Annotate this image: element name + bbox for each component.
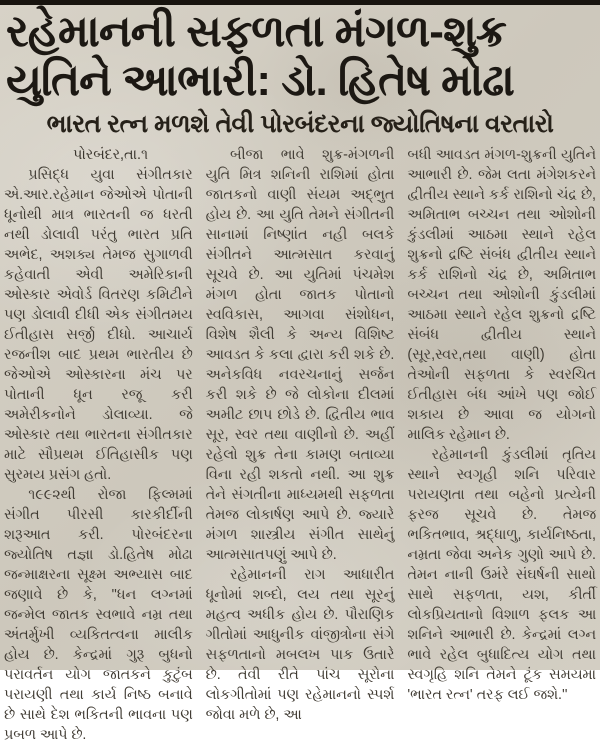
paragraph-continuation: બધી આવડત મંગળ-શુક્રની યુતિને આભારી છે. જેમ લતા મંગેશકરને દ્વીતીય સ્થાને કર્ક રાશિનો ચંદ્ર છે, અમિતાભ બચ્ચન તથા ઓશોની કુંડલીમાં આઠમા સ્થાને રહેલ શુક્રનો દ્રષ્ટિ સંબંધ દ્વીતીય સ્થાને કર્ક રાશિનો ચંદ્ર છે, અમિતાભ બચ્ચન તથા ઓશોની કુંડલીમાં આઠમા સ્થાને રહેલ શુક્રનો દ્રષ્ટિ સંબંધ દ્વીતીય સ્થાને (સૂર,સ્વર,તથા વાણી) હોતા તેઓની સફળતા કે સ્વરચિત ઈતીહાસ બંધ આંખે પણ જોઈ શકાય છે આવા જ યોગનો માલિક રહેમાન છે.	[407, 147, 597, 444]
paragraph: રહેમાનની રાગ આધારીત ધૂનોમાં શબ્દો, લય તથા સૂરનું મહત્વ અધીક હોય છે. પૌરાણિક ગીતોમાં આધુનીક વાંજીત્રોના સંગે સફળતાનો મબલખ પાક ઉતારે છે. તેવી રીતે પાંચ સૂરોના લોકગીતોમાં પણ રહેમાનનો સ્પર્શ જોવા મળે છે, આ	[205, 567, 395, 724]
dateline: પોરબંદર,તા.૧	[72, 147, 148, 164]
paragraph: ૧૯૯૨થી રોજા ફિલ્મમાં સંગીત પીરસી કારકીર્દીની શરૂઆત કરી. પોરબંદરના જ્યોતિષ તજ્ઞા ડો.હિતેષ મોઢા જન્માક્ષરના સૂક્ષ્મ અભ્યાસ બાદ જણાવે છે કે, ''ધન લગ્નમાં જન્મેલ જાતક સ્વભાવે નમ્ર તથા અંતર્મુખી વ્યકિતત્વના માલીક હોય છે. કેન્દ્રમાં ગુરૂ બુધનો પરાવર્તન યોગ જાતકને કુટુંબ પરાયણી તથા કાર્ય નિષ્ઠ બનાવે છે સાથે દેશ ભકિતની ભાવના પણ પ્રબળ આપે છે.	[4, 487, 193, 744]
paragraph: બીજા ભાવે શુક્ર-મંગળની યુતિ મિત્ર શનિની રાશિમાં હોતા જાતકનો વાણી સંયમ અદ્ભુત હોય છે. આ યુતિ તેમને સંગીતની સાનામાં નિષ્ણાંત નહી બલકે સંગીતને આત્મસાત કરવાનું સૂચવે છે. આ યુતિમાં પંચમેશ મંગળ હોતા જાતક પોતાનો સ્વવિકાસ, આગવા સંશોધન, વિશેષ શૈલી કે અન્ય વિશિષ્ટ આવડત કે કલા દ્વારા કરી શકે છે. અનેકવિધ નવરચનાનું સર્જન કરી શકે છે જે લોકોના દીલમાં અમીટ છાપ છોડે છે. દ્વિતીય ભાવ સૂર, સ્વર તથા વાણીનો છે. અહીં રહેલો શુક્ર તેના કામણ બતાવ્યા વિના રહી શકતો નથી. આ શુક્ર તેને સંગતીના માધ્યમથી સફળતા તેમજ લોકાર્ષણ આપે છે. જ્યારે મંગળ શાસ્ત્રીય સંગીત સાથેનું આત્મસાતપણું આપે છે.	[205, 147, 395, 564]
paragraph: પ્રસિદ્ધ યુવા સંગીતકાર એ.આર.રહેમાન જેઓએ પોતાની ધૂનોથી માત્ર ભારતની જ ધરતી નથી ડોલાવી પરંતુ ભારત પ્રતિ અભેદ, અશક્ય તેમજ સુગાળવી કહેવાતી એવી અમેરિકાની ઓસ્કાર એવોર્ડ વિતરણ કમિટીને પણ ડોલાવી દીધી એક સંગીતમય ઈતીહાસ સર્જી દીધો. આચાર્ય રજનીશ બાદ પ્રથમ ભારતીય છે જેઓએ ઓસ્કારના મંચ પર પોતાની ધૂન રજૂ કરી અમેરીકનોને ડોલાવ્યા. જે ઓસ્કાર તથા ભારતના સંગીતકાર માટે સૌપ્રથમ ઈતિહાસીક પણ સુરમય પ્રસંગ હતો.	[4, 167, 193, 484]
subheadline: ભારત રત્ન મળશે તેવી પોરબંદરના જ્યોતિષના વરતારો	[46, 109, 554, 138]
article-header	[0, 0, 600, 138]
masthead-rule	[0, 0, 600, 5]
paragraph: રહેમાનની કુંડલીમાં તૃતિય સ્થાને સ્વગૃહી શનિ પરિવાર પરાયણતા તથા બહેનો પ્રત્યેની ફરજ સૂચવે છે. તેમજ ભકિતભાવ, શ્રદ્ધાળુ, કાર્યનિષ્ઠતા, નમ્રતા જેવા અનેક ગુણો આપે છે. તેમન નાની ઉમંરે સંઘર્ષની સાથો સાથે સફળતા, યશ, કીર્તી લોકપ્રિયતાનો વિશાળ ફલક આ શનિને આભારી છે. કેન્દ્રમાં લગ્ન ભાવે રહેલ બુધાદિત્ય યોગ તથા સ્વગૃહિ શનિ તેમને ટૂંક સમયમા 'ભારત રત્ન' તરફ લઈ જશે.''	[407, 447, 597, 704]
column-3	[407, 145, 596, 745]
headline-line-1: રહેમાનની સફળતા મંગળ-શુક્ર	[6, 7, 506, 56]
column-1	[4, 145, 193, 745]
column-2	[206, 145, 395, 745]
headline	[6, 7, 594, 106]
headline-line-2: યુતિને આભારી: ડો. હિતેષ મોઢા	[6, 56, 514, 106]
article-body	[0, 138, 600, 745]
